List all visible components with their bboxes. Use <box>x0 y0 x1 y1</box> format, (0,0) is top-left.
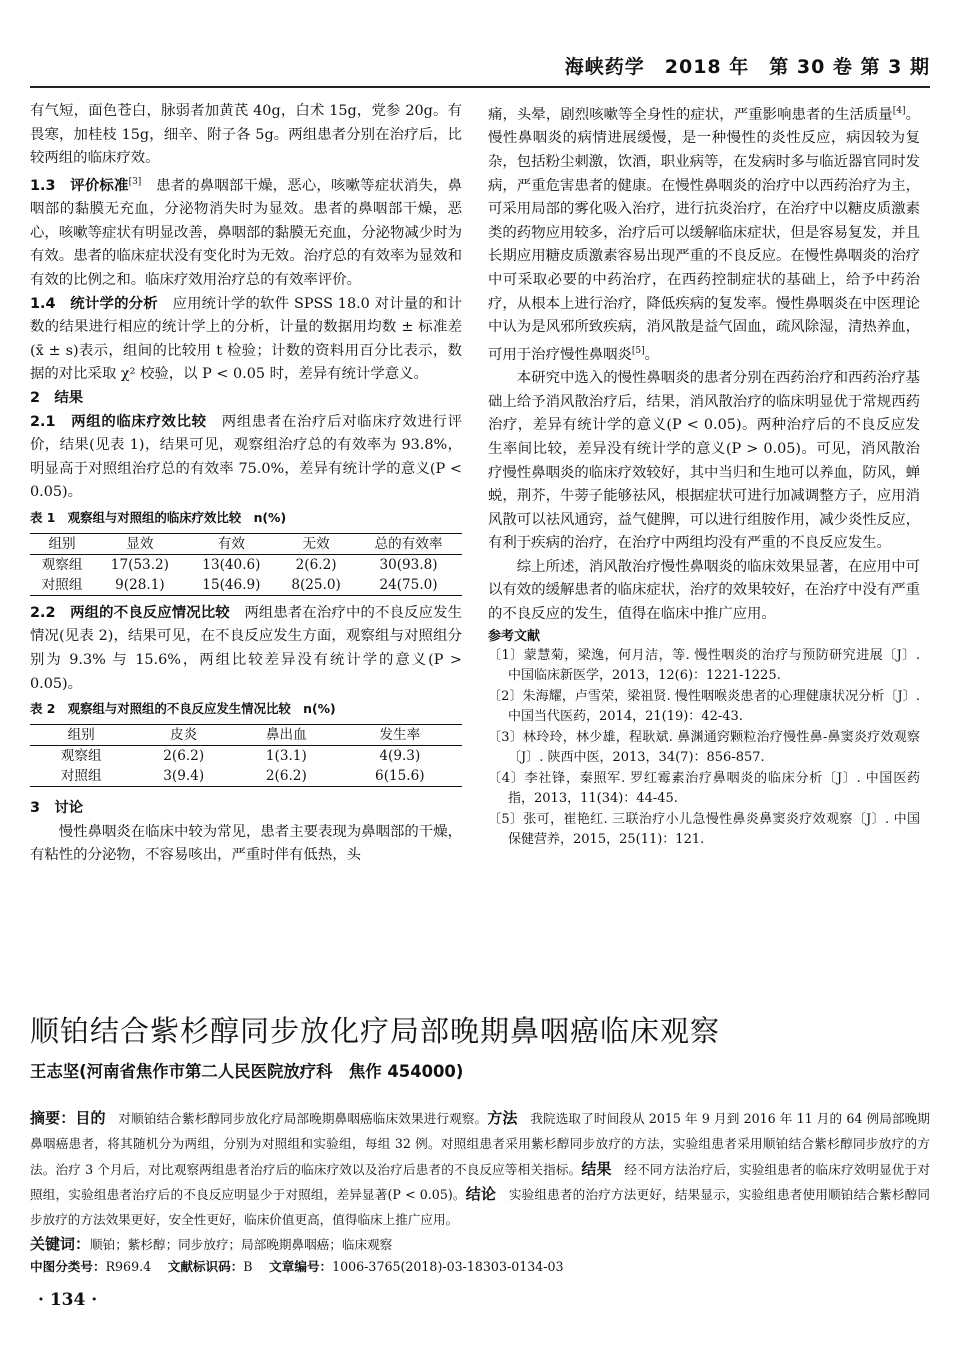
abstract-label: 摘要： <box>30 1109 76 1127</box>
table-cell: 观察组 <box>60 748 102 765</box>
table-cell: 24(75.0) <box>379 576 438 593</box>
table-row <box>30 746 462 767</box>
result-label: 结果 <box>581 1159 612 1178</box>
section-1-4 <box>30 293 462 387</box>
table-header-cell: 发生率 <box>379 727 421 744</box>
keywords <box>30 1233 930 1256</box>
discussion-text-b: 。慢性鼻咽炎的病情进展缓慢，是一种慢性的炎性反应，病因较为复杂，包括粉尘刺激，饮酒，职业病等，在发病时多与临近器官同时发病，严重危害患者的健康。在慢性鼻咽炎的治疗中以西药治疗为主，可采用局部的雾化吸入治疗，进行抗炎治疗，在治疗中以糖皮质激素类的药物应用较多，治疗后可以缓解临床症状，但是容易复发，并且长期应用糖皮质激素容易出现严重的不良反应。在慢性鼻咽炎的治疗中可采取必要的中药治疗，在西药控制症状的基础上，给予中药治疗，从根本上进行治疗，降低疾病的复发率。慢性鼻咽炎在中医理论中认为是风邪所致疾病，消风散是益气固血，疏风除湿，清热养血，可用于治疗慢性鼻咽炎 <box>488 106 920 363</box>
citation-4: [4] <box>892 106 906 116</box>
table-cell: 6(15.6) <box>375 768 425 785</box>
page-number: · 134 · <box>38 1290 98 1310</box>
conclusion-text: 实验组患者的治疗方法更好，结果显示，实验组患者使用顺铂结合紫杉醇同步放疗的方法效果更好，安全性更好，临床价值更高，值得临床上推广应用。 <box>30 1187 930 1228</box>
discussion-text-a: 痛，头晕，剧烈咳嗽等全身性的症状，严重影响患者的生活质量 <box>488 106 893 123</box>
table-2-caption: 表 2 观察组与对照组的不良反应发生情况比较 n(%) <box>30 701 336 717</box>
table-2 <box>30 724 462 787</box>
objective-label: 目的 <box>75 1109 106 1127</box>
doc-code-label: 文献标识码： <box>167 1258 244 1274</box>
table-header-cell: 鼻出血 <box>265 727 307 744</box>
paragraph-intro: 有气短，面色苍白，脉弱者加黄芪 40g，白术 15g，党参 20g。有畏寒，加桂枝 15g，细辛、附子各 5g。两组患者分别在治疗后，比较两组的临床疗效。 <box>30 103 462 167</box>
references <box>488 627 920 850</box>
citation-3: [3] <box>128 176 142 187</box>
table-header-cell: 无效 <box>302 535 330 552</box>
table-cell: 2(6.2) <box>163 748 205 765</box>
discussion-text-c: 。 <box>644 346 660 363</box>
article-meta <box>30 1256 930 1278</box>
section-2-1-text: 两组患者在治疗后对临床疗效进行评价，结果(见表 1)，结果可见，观察组治疗总的有效率为 93.8%，明显高于对照组治疗总的有效率 75.0%，差异有统计学的意义(P < 0.05)。 <box>30 413 462 501</box>
clc-value: R969.4 <box>105 1258 152 1274</box>
reference-item: 〔2〕朱海耀，卢雪荣，梁祖贤. 慢性咽喉炎患者的心理健康状况分析〔J〕. 中国当代医药，2014，21(19)：42-43. <box>488 689 920 724</box>
table-cell: 13(40.6) <box>202 556 261 573</box>
left-column <box>30 100 462 868</box>
conclusion-label: 结论 <box>465 1185 497 1204</box>
references-heading: 参考文献 <box>488 628 541 644</box>
right-column <box>488 100 920 851</box>
reference-item: 〔4〕李社锋，秦照军. 罗红霉素治疗鼻咽炎的临床分析〔J〕. 中国医药指，2013，11(34)：44-45. <box>488 771 920 806</box>
table-header-row <box>30 533 462 554</box>
table-1-caption: 表 1 观察组与对照组的临床疗效比较 n(%) <box>30 509 287 525</box>
abstract <box>30 1106 930 1233</box>
table-cell: 对照组 <box>60 768 102 785</box>
table-row <box>30 766 462 787</box>
table-cell: 1(3.1) <box>265 748 307 765</box>
table-row <box>30 554 462 575</box>
keywords-text: 顺铂；紫杉醇；同步放疗；局部晚期鼻咽癌；临床观察 <box>90 1236 393 1252</box>
table-cell: 2(6.2) <box>265 768 307 785</box>
table-header-cell: 组别 <box>48 535 76 552</box>
section-2-2-heading: 2.2 两组的不良反应情况比较 <box>30 604 230 621</box>
section-3-text: 慢性鼻咽炎在临床中较为常见，患者主要表现为鼻咽部的干燥，有粘性的分泌物，不容易咳出，严重时伴有低热，头 <box>30 823 462 864</box>
discussion-paragraph-2: 本研究中选入的慢性鼻咽炎的患者分别在西药治疗和西药治疗基础上给予消风散治疗后，结果，消风散治疗的临床明显优于常规西药治疗，差异有统计学的意义(P < 0.05)。两种治疗后的不良反应发生率间比较，差异没有统计学的意义(P > 0.05)。可见，消风散治疗慢性鼻咽炎的临床疗效较好，其中当归和生地可以养血，防风，蝉蜕，荆芥，牛蒡子能够祛风，根据症状可进行加减调整方子，应用消风散可以祛风通窍，益气健脾，可以进行组胺作用，减少炎性反应，有利于疾病的治疗，在治疗中两组均没有严重的不良反应发生。 <box>488 370 920 552</box>
keywords-label: 关键词： <box>30 1234 91 1253</box>
section-3-heading: 3 讨论 <box>30 800 84 817</box>
table-cell: 3(9.4) <box>163 768 205 785</box>
table-cell: 8(25.0) <box>291 576 341 593</box>
discussion-paragraph-1 <box>488 100 920 367</box>
section-1-3-text: 患者的鼻咽部干燥，恶心，咳嗽等症状消失，鼻咽部的黏膜无充血，分泌物消失时为显效。患者的鼻咽部干燥，恶心，咳嗽等症状有明显改善，鼻咽部的黏膜无充血，分泌物减少时为有效。患者的临床症状没有变化时为无效。治疗总的有效率为显效和有效的比例之和。临床疗效用治疗总的有效率评价。 <box>30 177 462 288</box>
table-1 <box>30 533 462 596</box>
result-text: 经不同方法治疗后，实验组患者的临床疗效明显优于对照组，实验组患者治疗后的不良反应明显少于对照组，差异显著(P < 0.05)。 <box>30 1161 930 1203</box>
reference-item: 〔5〕张可，崔艳红. 三联治疗小儿急慢性鼻炎鼻窦炎疗效观察〔J〕. 中国保健营养，2015，25(11)：121. <box>488 812 920 847</box>
table-cell: 2(6.2) <box>295 556 337 573</box>
table-header-cell: 皮炎 <box>170 727 198 744</box>
section-2-heading: 2 结果 <box>30 389 84 406</box>
article-no-label: 文章编号： <box>269 1258 333 1274</box>
table-header-row <box>30 725 462 746</box>
journal-issue: 海峡药学 2018 年 第 30 卷 第 3 期 <box>564 56 930 78</box>
table-header-cell: 总的有效率 <box>374 535 443 552</box>
table-header-cell: 组别 <box>67 727 95 744</box>
article-no-value: 1006-3765(2018)-03-18303-0134-03 <box>332 1258 564 1274</box>
method-text: 我院选取了时间段从 2015 年 9 月到 2016 年 11 月的 64 例局部晚期鼻咽癌患者，将其随机分为两组，分别为对照组和实验组，每组 32 例。对照组患者采用紫杉醇同步放疗的方法，实验组患者采用顺铂结合紫杉醇同步放疗的方法。治疗 3 个月后，对比观察两组患者治疗后的临床疗效以及治疗后患者的不良反应等相关指标。 <box>30 1111 930 1177</box>
table-cell: 观察组 <box>41 556 83 573</box>
new-article <box>30 1012 930 1278</box>
section-1-3 <box>30 171 462 293</box>
section-2-2 <box>30 602 462 696</box>
table-row <box>30 575 462 596</box>
table-cell: 对照组 <box>41 576 83 593</box>
table-cell: 17(53.2) <box>110 556 169 573</box>
method-label: 方法 <box>487 1109 518 1127</box>
table-header-cell: 有效 <box>217 535 245 552</box>
section-1-3-heading: 1.3 评价标准 <box>30 177 129 194</box>
reference-item: 〔1〕蒙慧菊，梁逸，何月洁，等. 慢性咽炎的治疗与预防研究进展〔J〕. 中国临床新医学，2013，12(6)：1221-1225. <box>488 648 920 683</box>
table-header-cell: 显效 <box>126 535 154 552</box>
clc-label: 中图分类号： <box>30 1258 106 1274</box>
article-author: 王志坚(河南省焦作市第二人民医院放疗科 焦作 454000) <box>30 1062 464 1081</box>
table-cell: 4(9.3) <box>379 748 421 765</box>
citation-5: [5] <box>631 345 645 356</box>
table-cell: 9(28.1) <box>115 576 165 593</box>
section-2-1 <box>30 411 462 505</box>
section-1-4-heading: 1.4 统计学的分析 <box>30 295 158 312</box>
section-2-1-heading: 2.1 两组的临床疗效比较 <box>30 413 207 430</box>
article-title: 顺铂结合紫杉醇同步放化疗局部晚期鼻咽癌临床观察 <box>30 1014 721 1048</box>
objective-text: 对顺铂结合紫杉醇同步放化疗局部晚期鼻咽癌临床效果进行观察。 <box>105 1111 488 1126</box>
table-cell: 30(93.8) <box>379 556 438 573</box>
discussion-paragraph-3: 综上所述，消风散治疗慢性鼻咽炎的临床效果显著，在应用中可以有效的缓解患者的临床症状，治疗的效果较好，在治疗中没有严重的不良反应的发生，值得在临床中推广应用。 <box>488 558 920 623</box>
section-2-2-text: 两组患者在治疗中的不良反应发生情况(见表 2)，结果可见，在不良反应发生方面，观察组与对照组分别为 9.3% 与 15.6%，两组比较差异没有统计学的意义(P > 0.05)。 <box>30 604 462 692</box>
doc-code-value: B <box>243 1258 253 1274</box>
reference-item: 〔3〕林玲玲，林少雄，程耿斌. 鼻渊通窍颗粒治疗慢性鼻-鼻窦炎疗效观察〔J〕. 陕西中医，2013，34(7)：856-857. <box>488 730 920 765</box>
running-header <box>30 52 930 88</box>
table-cell: 15(46.9) <box>202 576 261 593</box>
section-1-4-text: 应用统计学的软件 SPSS 18.0 对计量的和计数的结果进行相应的统计学上的分析，计量的数据用均数 ± 标准差(x̄ ± s)表示，组间的比较用 t 检验；计数的资料用百分比表示，数据的对比采取 χ² 校验，以 P < 0.05 时，差异有统计学意义。 <box>30 295 462 383</box>
